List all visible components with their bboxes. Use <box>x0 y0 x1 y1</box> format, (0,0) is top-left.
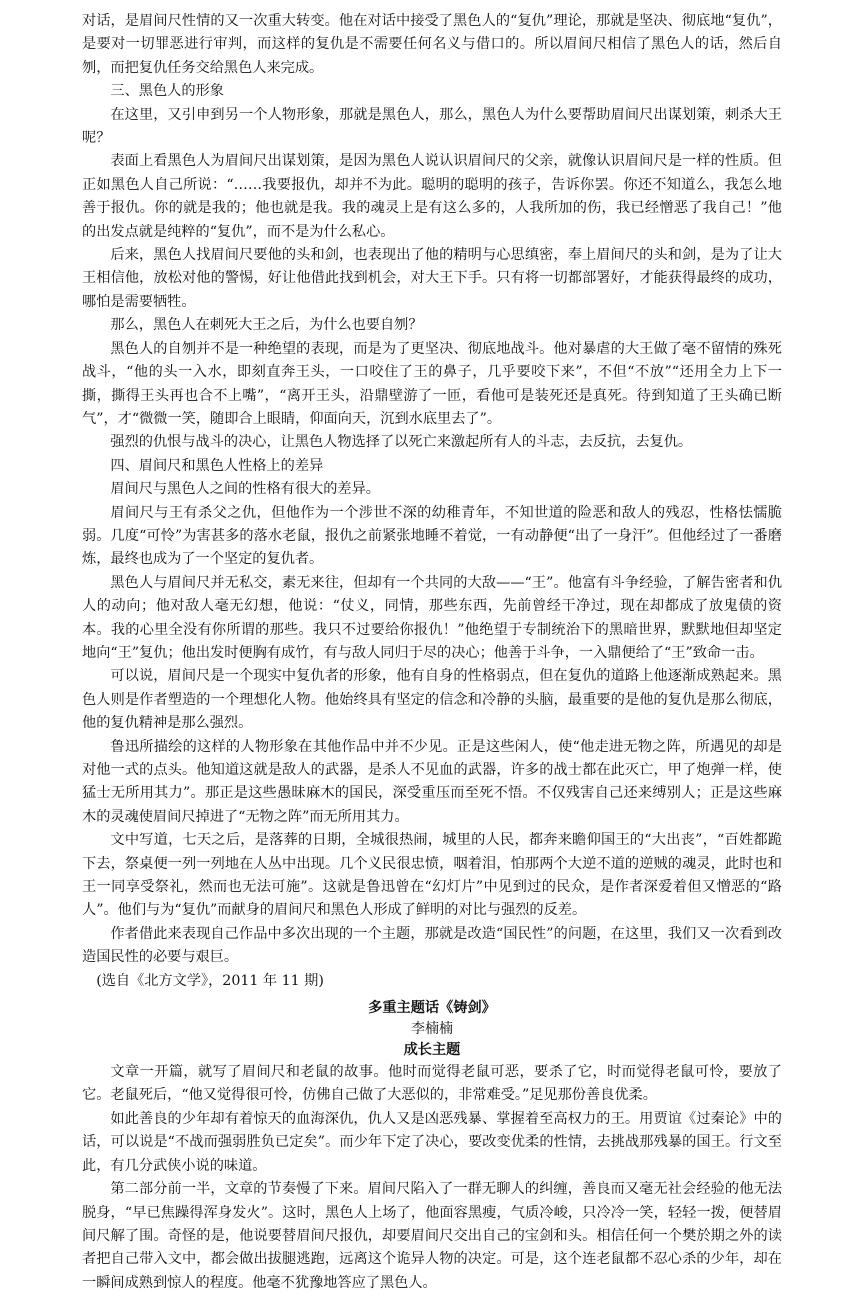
paragraph: 如此善良的少年却有着惊天的血海深仇，仇人又是凶恶残暴、掌握着至高权力的王。用贾谊《过秦论》中的话，可以说是“不战而强弱胜负已定矣”。而少年下定了决心，要改变优柔的性情，去挑战那残暴的国王。行文至此，有几分武侠小说的味道。 <box>82 1110 782 1174</box>
paragraph: 眉间尺与王有杀父之仇，但他作为一个涉世不深的幼稚青年，不知世道的险恶和敌人的残忍，性格怯懦脆弱。几度“可怜”为害甚多的落水老鼠，报仇之前紧张地睡不着觉，一有动静便“出了一身汗”。但他经过了一番磨炼，最终也成为了一个坚定的复仇者。 <box>82 504 782 568</box>
paragraph: 可以说，眉间尺是一个现实中复仇者的形象，他有自身的性格弱点，但在复仇的道路上他逐渐成熟起来。黑色人则是作者塑造的一个理想化人物。他始终具有坚定的信念和冷静的头脑，最重要的是他的复仇是那么彻底，他的复仇精神是那么强烈。 <box>82 668 782 732</box>
paragraph: 文中写道，七天之后，是落葬的日期，全城很热闹，城里的人民，都奔来瞻仰国王的“大出丧”，“百姓都跪下去，祭桌便一列一列地在人丛中出现。几个义民很忠愤，咽着泪，怕那两个大逆不道的逆贼的魂灵，此时也和王一同享受祭礼，然而也无法可施”。这就是鲁迅曾在“幻灯片”中见到过的民众，是作者深爱着但又憎恶的“路人”。他们与为“复仇”而献身的眉间尺和黑色人形成了鲜明的对比与强烈的反差。 <box>82 832 782 919</box>
paragraph: 黑色人的自刎并不是一种绝望的表现，而是为了更坚决、彻底地战斗。他对暴虐的大王做了毫不留情的殊死战斗，“他的头一入水，即刻直奔王头，一口咬住了王的鼻子，几乎要咬下来”，不但“不放”“还用全力上下一撕，撕得王头再也合不上嘴”，“离开王头，沿鼎壁游了一匝，看他可是装死还是真死。待到知道了王头确已断气”，才“微微一笑，随即合上眼睛，仰面向天，沉到水底里去了”。 <box>82 340 782 427</box>
paragraph: 表面上看黑色人为眉间尺出谋划策，是因为黑色人说认识眉间尺的父亲，就像认识眉间尺是一样的性质。但正如黑色人自己所说：“……我要报仇，却并不为此。聪明的聪明的孩子，告诉你罢。你还不知道么，我怎么地善于报仇。你的就是我的；他也就是我。我的魂灵上是有这么多的，人我所加的伤，我已经憎恶了我自己！”他的出发点就是纯粹的“复仇”，而不是为什么私心。 <box>82 153 782 240</box>
paragraph: 作者借此来表现自己作品中多次出现的一个主题，那就是改造“国民性”的问题，在这里，我们又一次看到改造国民性的必要与艰巨。 <box>82 925 782 966</box>
paragraph: 文章一开篇，就写了眉间尺和老鼠的故事。他时而觉得老鼠可恶，要杀了它，时而觉得老鼠可怜，要放了它。老鼠死后，“他又觉得很可怜，仿佛自己做了大恶似的，非常难受。”足见那份善良优柔。 <box>82 1064 782 1104</box>
paragraph: 强烈的仇恨与战斗的决心，让黑色人物选择了以死亡来激起所有人的斗志，去反抗，去复仇。 <box>110 434 693 451</box>
paragraph: 对话，是眉间尺性情的又一次重大转变。他在对话中接受了黑色人的“复仇”理论，那就是坚决、彻底地“复仇”，是要对一切罪恶进行审判，而这样的复仇是不需要任何名义与借口的。所以眉间尺相信了黑色人的话，然后自刎，而把复仇任务交给黑色人来完成。 <box>82 13 782 76</box>
paragraph: 那么，黑色人在刺死大王之后，为什么也要自刎？ <box>110 317 423 334</box>
paragraph: 黑色人与眉间尺并无私交，素无来往，但却有一个共同的大敌——“王”。他富有斗争经验，了解告密者和仇人的动向；他对敌人毫无幻想，他说：“仗义，同情，那些东西，先前曾经干净过，现在却都成了放鬼债的资本。我的心里全没有你所谓的那些。我只不过要给你报仇！”他绝望于专制统治下的黑暗世界，默默地但却坚定地向“王”复仇；他出发时便胸有成竹，有与敌人同归于尽的决心；他善于斗争，一入鼎便给了“王”致命一击。 <box>82 574 782 661</box>
section-heading-3: 三、黑色人的形象 <box>110 83 224 100</box>
source-citation: (选自《北方文学》，2011 年 11 期) <box>96 972 324 989</box>
article-author: 李楠楠 <box>411 1021 453 1038</box>
paragraph: 后来，黑色人找眉间尺要他的头和剑，也表现出了他的精明与心思缜密，奉上眉间尺的头和剑，是为了让大王相信他，放松对他的警惕，好让他借此找到机会，对大王下手。只有将一切都部署好，才能获得最终的成功，哪怕是需要牺牲。 <box>82 247 782 310</box>
paragraph: 鲁迅所描绘的这样的人物形象在其他作品中并不少见。正是这些闲人，使“他走进无物之阵，所遇见的却是对他一式的点头。他知道这就是敌人的武器，是杀人不见血的武器，许多的战士都在此灭亡，甲了炮弹一样，使猛士无所用其力”。那正是这些愚昧麻木的国民，深受重压而至死不悟。不仅残害自己还来缚别人；正是这些麻木的灵魂使眉间尺掉进了“无物之阵”而无所用其力。 <box>82 738 782 825</box>
section-title: 成长主题 <box>403 1042 461 1059</box>
section-heading-4: 四、眉间尺和黑色人性格上的差异 <box>110 457 324 474</box>
paragraph: 在这里，又引申到另一个人物形象，那就是黑色人，那么，黑色人为什么要帮助眉间尺出谋划策，刺杀大王呢？ <box>82 106 782 147</box>
article-title: 多重主题话《铸剑》 <box>368 1000 496 1017</box>
paragraph: 第二部分前一半，文章的节奏慢了下来。眉间尺陷入了一群无聊人的纠缠，善良而又毫无社会经验的他无法脱身，“早已焦躁得浑身发火”。这时，黑色人上场了，他面容黑瘦，气质冷峻，只冷冷一笑，轻轻一拨，便替眉间尺解了围。奇怪的是，他说要替眉间尺报仇，却要眉间尺交出自己的宝剑和头。相信任何一个樊於期之外的读者把自己带入文中，都会做出拔腿逃跑，远离这个诡异人物的决定。可是，这个连老鼠都不忍心杀的少年，却在一瞬间成熟到惊人的程度。他毫不犹豫地答应了黑色人。 <box>82 1181 782 1291</box>
paragraph: 眉间尺与黑色人之间的性格有很大的差异。 <box>110 481 380 498</box>
